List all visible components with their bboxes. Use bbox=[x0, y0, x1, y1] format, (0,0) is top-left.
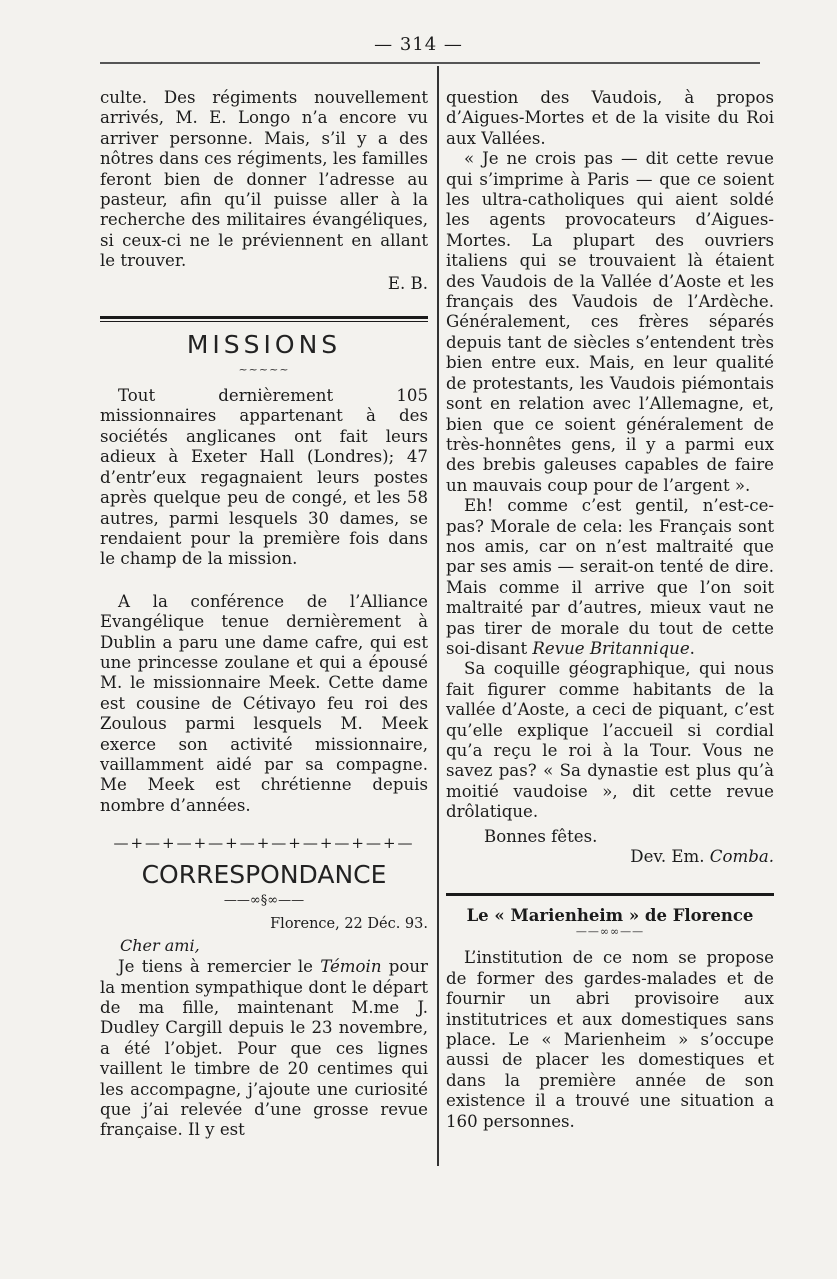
section-rule-marienheim bbox=[446, 893, 774, 896]
paragraph-alliance: A la conférence de l’Alliance Evangélique tenue dernièrement à Dublin a paru une dame cafre, qui est une princesse zoulane et qui a épousé M. le missionnaire Meek. Cette dame est cousine de Cétivayo feu roi des Zoulous parmi lesquels M. Meek exerce son activité missionnaire, vaillamment aidé par sa compagne. Me Meek est chrétienne depuis nombre d’années. bbox=[100, 591, 428, 815]
salutation: Cher ami, bbox=[120, 936, 200, 956]
morale-text-start: Eh! comme c’est gentil, n’est-ce-pas? Morale de cela: les Français sont nos amis, car on n’est maltraité que par ses amis — serait-on tenté de dire. Mais comme il arrive que l’on soit maltraité par d’autres, mieux vaut ne pas tirer de morale du tout de cette soi-disant bbox=[446, 496, 774, 658]
revue-britannique-title: Revue Britannique bbox=[532, 638, 690, 658]
section-title-missions: MISSIONS bbox=[186, 330, 342, 360]
paragraph-revue-quote: « Je ne crois pas — dit cette revue qui s’imprime à Paris — que ce soient les ultra-catholiques qui aient soldé les agents provocateurs d’Aigues-Mortes. La plupart des ouvriers italiens qui se trouvaient là étaient des Vaudois de la Vallée d’Aoste et les français des Vaudois de l’Ardèche. Généralement, ces frères séparés depuis tant de siècles s’entendent très bien entre eux. Mais, en leur qualité de protestants, les Vaudois piémontais sont en relation avec l’Allemagne, et, bien que ce soient généralement de très-honnêtes gens, il y a parmi eux des brebis galeuses capables de faire un mauvais coup pour de l’argent ». bbox=[446, 149, 774, 495]
paragraph-missionaries: Tout dernièrement 105 missionnaires appartenant à des sociétés anglicanes ont fait leurs adieux à Exeter Hall (Londres); 47 d’entr’eux regagnaient leurs postes après quelque peu de congé, et les 58 autres, parmi lesquels 30 dames, se rendaient pour la première fois dans le champ de la mission. bbox=[100, 386, 428, 569]
signature-surname: Comba. bbox=[709, 847, 774, 867]
letter-journal-title: Témoin bbox=[320, 957, 382, 977]
signature bbox=[446, 847, 774, 867]
place-date: Florence, 22 Déc. 93. bbox=[270, 916, 428, 933]
signature-name: Dev. Em. bbox=[630, 847, 710, 867]
column-divider bbox=[437, 66, 439, 1166]
paragraph-letter bbox=[100, 957, 428, 1141]
paragraph-morale bbox=[446, 496, 774, 659]
page-number: — 314 — bbox=[374, 34, 463, 55]
correspondance-ornament: ——∞§∞—— bbox=[223, 893, 305, 909]
letter-text-end: pour la mention sympathique dont le départ de ma fille, maintenant M.me J. Dudley Cargill depuis le 23 novembre, a été l’objet. Pour que ces lignes vaillent le timbre de 20 centimes qui les accompagne, j’ajoute une curiosité que j’ai relevée d’une grosse revue française. Il y est bbox=[100, 957, 428, 1140]
closing-greeting: Bonnes fêtes. bbox=[484, 826, 598, 846]
marienheim-ornament: ——∞∞—— bbox=[575, 925, 645, 939]
left-column bbox=[100, 88, 428, 1141]
author-initials: E. B. bbox=[387, 273, 428, 293]
letter-text-start: Je tiens à remercier le bbox=[118, 957, 321, 977]
paragraph-regiments: culte. Des régiments nouvellement arrivés, M. E. Longo n’a encore vu arriver personne. Mais, s’il y a des nôtres dans ces régiments, les familles feront bien de donner l’adresse au pasteur, afin qu’il puisse aller à la recherche des militaires évangéliques, si ceux-ci ne le préviennent en allant le trouver. bbox=[100, 88, 428, 271]
section-title-marienheim: Le « Marienheim » de Florence bbox=[466, 906, 754, 926]
missions-ornament: ~~~~~ bbox=[238, 363, 290, 377]
section-rule-missions bbox=[100, 316, 428, 322]
morale-text-end: . bbox=[689, 638, 695, 658]
cross-rule: —+—+—+—+—+—+—+—+—+— bbox=[113, 834, 415, 853]
section-title-correspondance: CORRESPONDANCE bbox=[141, 860, 387, 890]
paragraph-vaudois-question: question des Vaudois, à propos d’Aigues-Mortes et de la visite du Roi aux Vallées. bbox=[446, 88, 774, 148]
right-column bbox=[446, 88, 774, 1132]
header-rule bbox=[100, 62, 760, 64]
paragraph-coquille: Sa coquille géographique, qui nous fait figurer comme habitants de la vallée d’Aoste, a ceci de piquant, c’est qu’elle explique l’accueil si cordial qu’a reçu le roi à la Tour. Vous ne savez pas? « Sa dynastie est plus qu’à moitié vaudoise », dit cette revue drôlatique. bbox=[446, 659, 774, 822]
paragraph-marienheim: L’institution de ce nom se propose de former des gardes-malades et de fournir un abri provisoire aux institutrices et aux domestiques sans place. Le « Marienheim » s’occupe aussi de placer les domestiques et dans la première année de son existence il a trouvé une situation a 160 personnes. bbox=[446, 948, 774, 1131]
